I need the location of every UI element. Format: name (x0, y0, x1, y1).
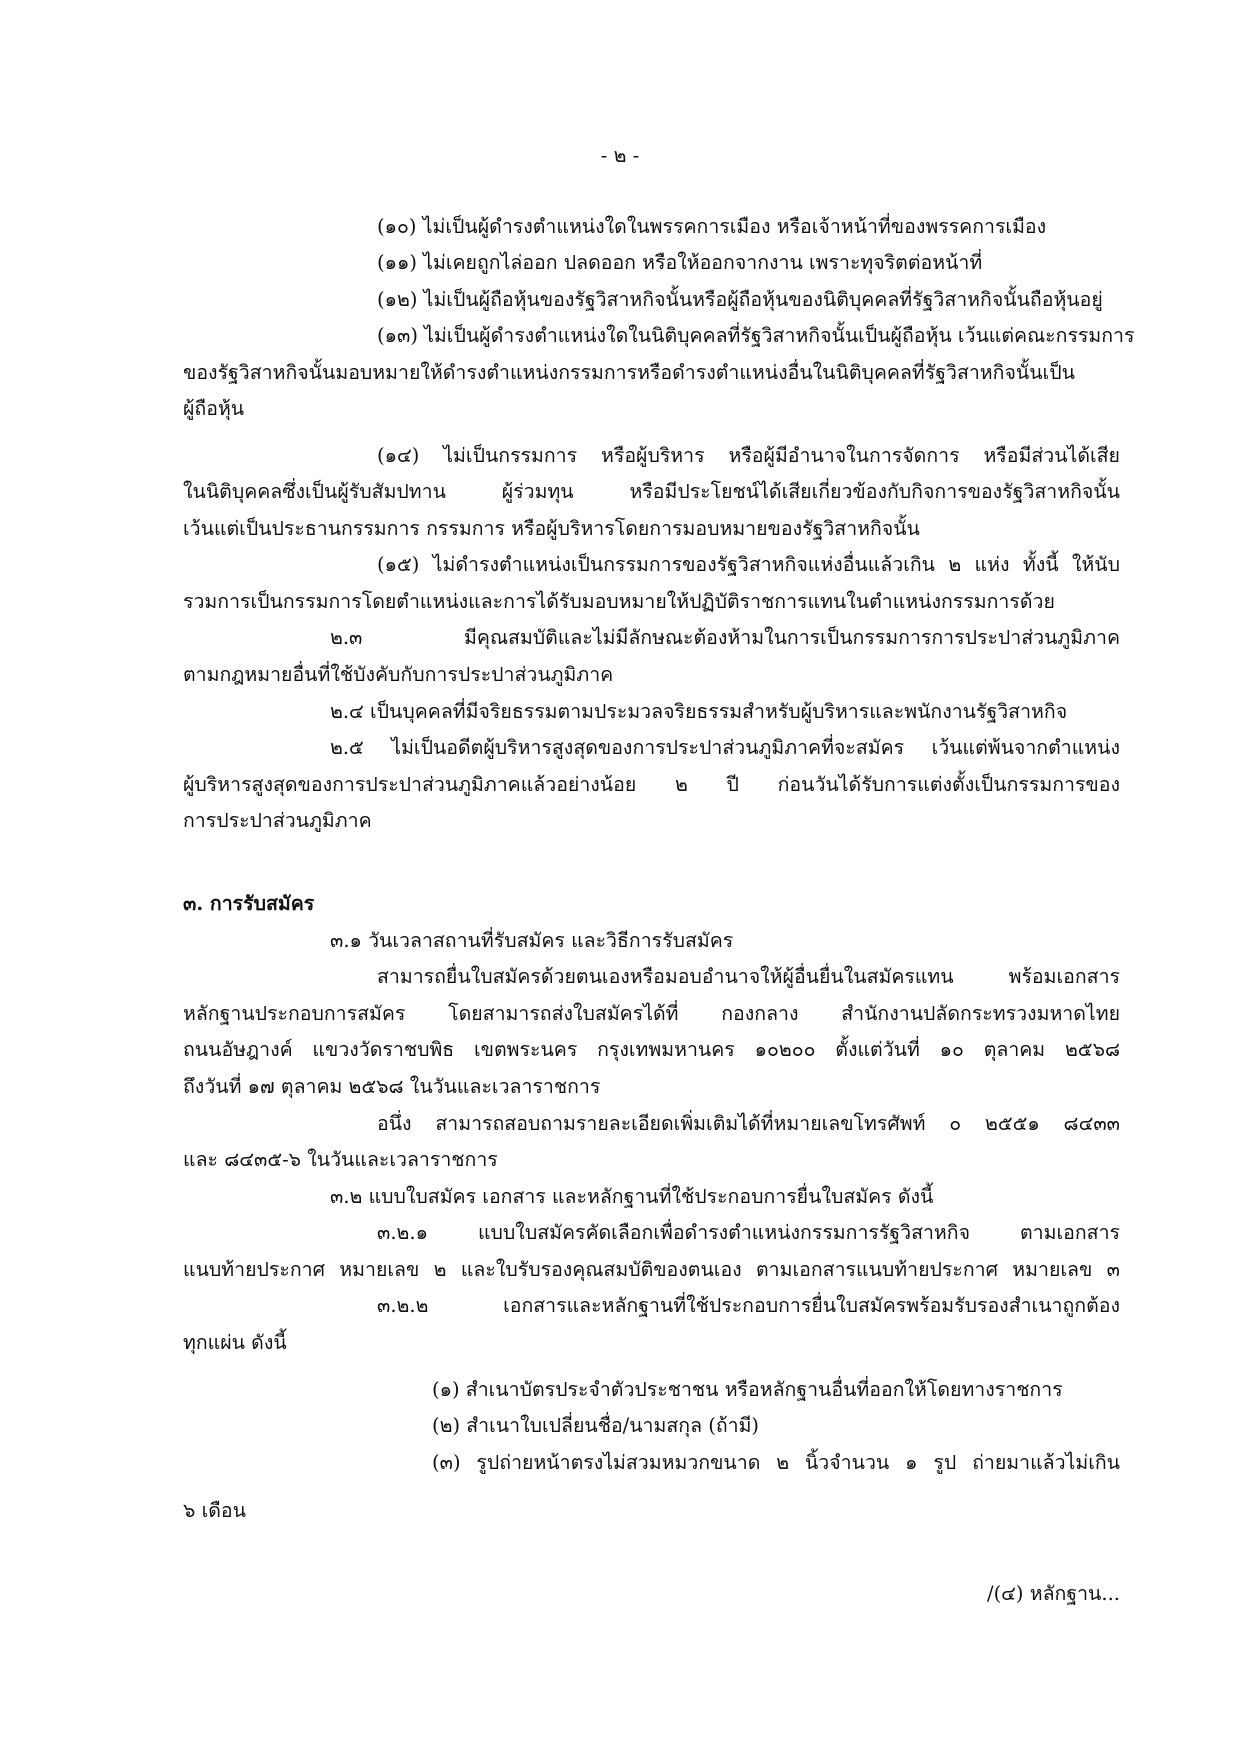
section-3-1-para-line2: หลักฐานประกอบการสมัคร โดยสามารถส่งใบสมัครได้ที่ กองกลาง สำนักงานปลัดกระทรวงมหาดไทย (183, 1002, 1120, 1025)
section-3-1-para-line1: สามารถยื่นใบสมัครด้วยตนเองหรือมอบอำนาจให้ผู้อื่นยื่นในสมัครแทน พร้อมเอกสาร (377, 965, 1120, 988)
qual-2-5-line2: ผู้บริหารสูงสุดของการประปาส่วนภูมิภาคแล้วอย่างน้อย ๒ ปี ก่อนวันได้รับการแต่งตั้งเป็นกรรมการของ (183, 773, 1120, 796)
section-3-2-2-line2: ทุกแผ่น ดังนี้ (183, 1331, 287, 1354)
qual-14-line1: (๑๔) ไม่เป็นกรรมการ หรือผู้บริหาร หรือผู้มีอำนาจในการจัดการ หรือมีส่วนได้เสีย (377, 444, 1120, 467)
doc-item-2: (๒) สำเนาใบเปลี่ยนชื่อ/นามสกุล (ถ้ามี) (432, 1414, 760, 1437)
qual-12: (๑๒) ไม่เป็นผู้ถือหุ้นของรัฐวิสาหกิจนั้นหรือผู้ถือหุ้นของนิติบุคคลที่รัฐวิสาหกิจนั้นถือหุ้นอยู่ (377, 288, 1103, 311)
section-3-1-title: ๓.๑ วันเวลาสถานที่รับสมัคร และวิธีการรับสมัคร (330, 929, 734, 952)
qual-13-line1: (๑๓) ไม่เป็นผู้ดำรงตำแหน่งใดในนิติบุคคลที่รัฐวิสาหกิจนั้นเป็นผู้ถือหุ้น เว้นแต่คณะกรรมการ (377, 324, 1135, 347)
section-3-1-contact-line1: อนึ่ง สามารถสอบถามรายละเอียดเพิ่มเติมได้ที่หมายเลขโทรศัพท์ ๐ ๒๕๕๑ ๘๔๓๓ (377, 1112, 1120, 1135)
qual-14-line2: ในนิติบุคคลซึ่งเป็นผู้รับสัมปทาน ผู้ร่วมทุน หรือมีประโยชน์ได้เสียเกี่ยวข้องกับกิจการของรัฐวิสาหกิจนั้น (183, 480, 1120, 503)
section-3-1-para-line4: ถึงวันที่ ๑๗ ตุลาคม ๒๕๖๘ ในวันและเวลาราชการ (183, 1075, 601, 1098)
qual-2-4: ๒.๔ เป็นบุคคลที่มีจริยธรรมตามประมวลจริยธรรมสำหรับผู้บริหารและพนักงานรัฐวิสาหกิจ (330, 700, 1068, 723)
section-3-2-1-line1: ๓.๒.๑ แบบใบสมัครคัดเลือกเพื่อดำรงตำแหน่งกรรมการรัฐวิสาหกิจ ตามเอกสาร (377, 1221, 1120, 1244)
qual-11: (๑๑) ไม่เคยถูกไล่ออก ปลดออก หรือให้ออกจากงาน เพราะทุจริตต่อหน้าที่ (377, 251, 983, 274)
section-3-2-1-line2: แนบท้ายประกาศ หมายเลข ๒ และใบรับรองคุณสมบัติของตนเอง ตามเอกสารแนบท้ายประกาศ หมายเลข ๓ (183, 1258, 1120, 1281)
section-3-1-contact-line2: และ ๘๔๓๕-๖ ในวันและเวลาราชการ (183, 1148, 498, 1171)
continuation-note: /(๔) หลักฐาน... (987, 1582, 1120, 1605)
section-3-1-para-line3: ถนนอัษฎางค์ แขวงวัดราชบพิธ เขตพระนคร กรุงเทพมหานคร ๑๐๒๐๐ ตั้งแต่วันที่ ๑๐ ตุลาคม ๒๕๖๘ (183, 1038, 1120, 1061)
qual-15-line1: (๑๕) ไม่ดำรงตำแหน่งเป็นกรรมการของรัฐวิสาหกิจแห่งอื่นแล้วเกิน ๒ แห่ง ทั้งนี้ ให้นับ (377, 553, 1120, 576)
doc-item-3-line2: ๖ เดือน (183, 1499, 246, 1522)
page-number: - ๒ - (600, 144, 640, 167)
doc-item-3-line1: (๓) รูปถ่ายหน้าตรงไม่สวมหมวกขนาด ๒ นิ้วจำนวน ๑ รูป ถ่ายมาแล้วไม่เกิน (432, 1451, 1120, 1474)
qual-2-3-line1: ๒.๓ มีคุณสมบัติและไม่มีลักษณะต้องห้ามในการเป็นกรรมการการประปาส่วนภูมิภาค (330, 626, 1120, 649)
qual-13-line3: ผู้ถือหุ้น (183, 397, 245, 420)
section-3-2-2-line1: ๓.๒.๒ เอกสารและหลักฐานที่ใช้ประกอบการยื่นใบสมัครพร้อมรับรองสำเนาถูกต้อง (377, 1294, 1120, 1317)
qual-2-5-line1: ๒.๕ ไม่เป็นอดีตผู้บริหารสูงสุดของการประปาส่วนภูมิภาคที่จะสมัคร เว้นแต่พ้นจากตำแหน่ง (330, 736, 1120, 759)
qual-10: (๑๐) ไม่เป็นผู้ดำรงตำแหน่งใดในพรรคการเมือง หรือเจ้าหน้าที่ของพรรคการเมือง (377, 215, 1047, 238)
qual-15-line2: รวมการเป็นกรรมการโดยตำแหน่งและการได้รับมอบหมายให้ปฏิบัติราชการแทนในตำแหน่งกรรมการด้วย (183, 590, 1055, 613)
qual-14-line3: เว้นแต่เป็นประธานกรรมการ กรรมการ หรือผู้บริหารโดยการมอบหมายของรัฐวิสาหกิจนั้น (183, 517, 920, 540)
qual-2-3-line2: ตามกฎหมายอื่นที่ใช้บังคับกับการประปาส่วนภูมิภาค (183, 663, 614, 686)
qual-2-5-line3: การประปาส่วนภูมิภาค (183, 809, 372, 832)
section-3-2-title: ๓.๒ แบบใบสมัคร เอกสาร และหลักฐานที่ใช้ประกอบการยื่นใบสมัคร ดังนี้ (330, 1185, 934, 1208)
qual-13-line2: ของรัฐวิสาหกิจนั้นมอบหมายให้ดำรงตำแหน่งกรรมการหรือดำรงตำแหน่งอื่นในนิติบุคคลที่รัฐวิสาหกิจนั้นเป็น (183, 361, 1075, 384)
section-3-heading: ๓. การรับสมัคร (183, 892, 315, 915)
doc-item-1: (๑) สำเนาบัตรประจำตัวประชาชน หรือหลักฐานอื่นที่ออกให้โดยทางราชการ (432, 1378, 1063, 1401)
